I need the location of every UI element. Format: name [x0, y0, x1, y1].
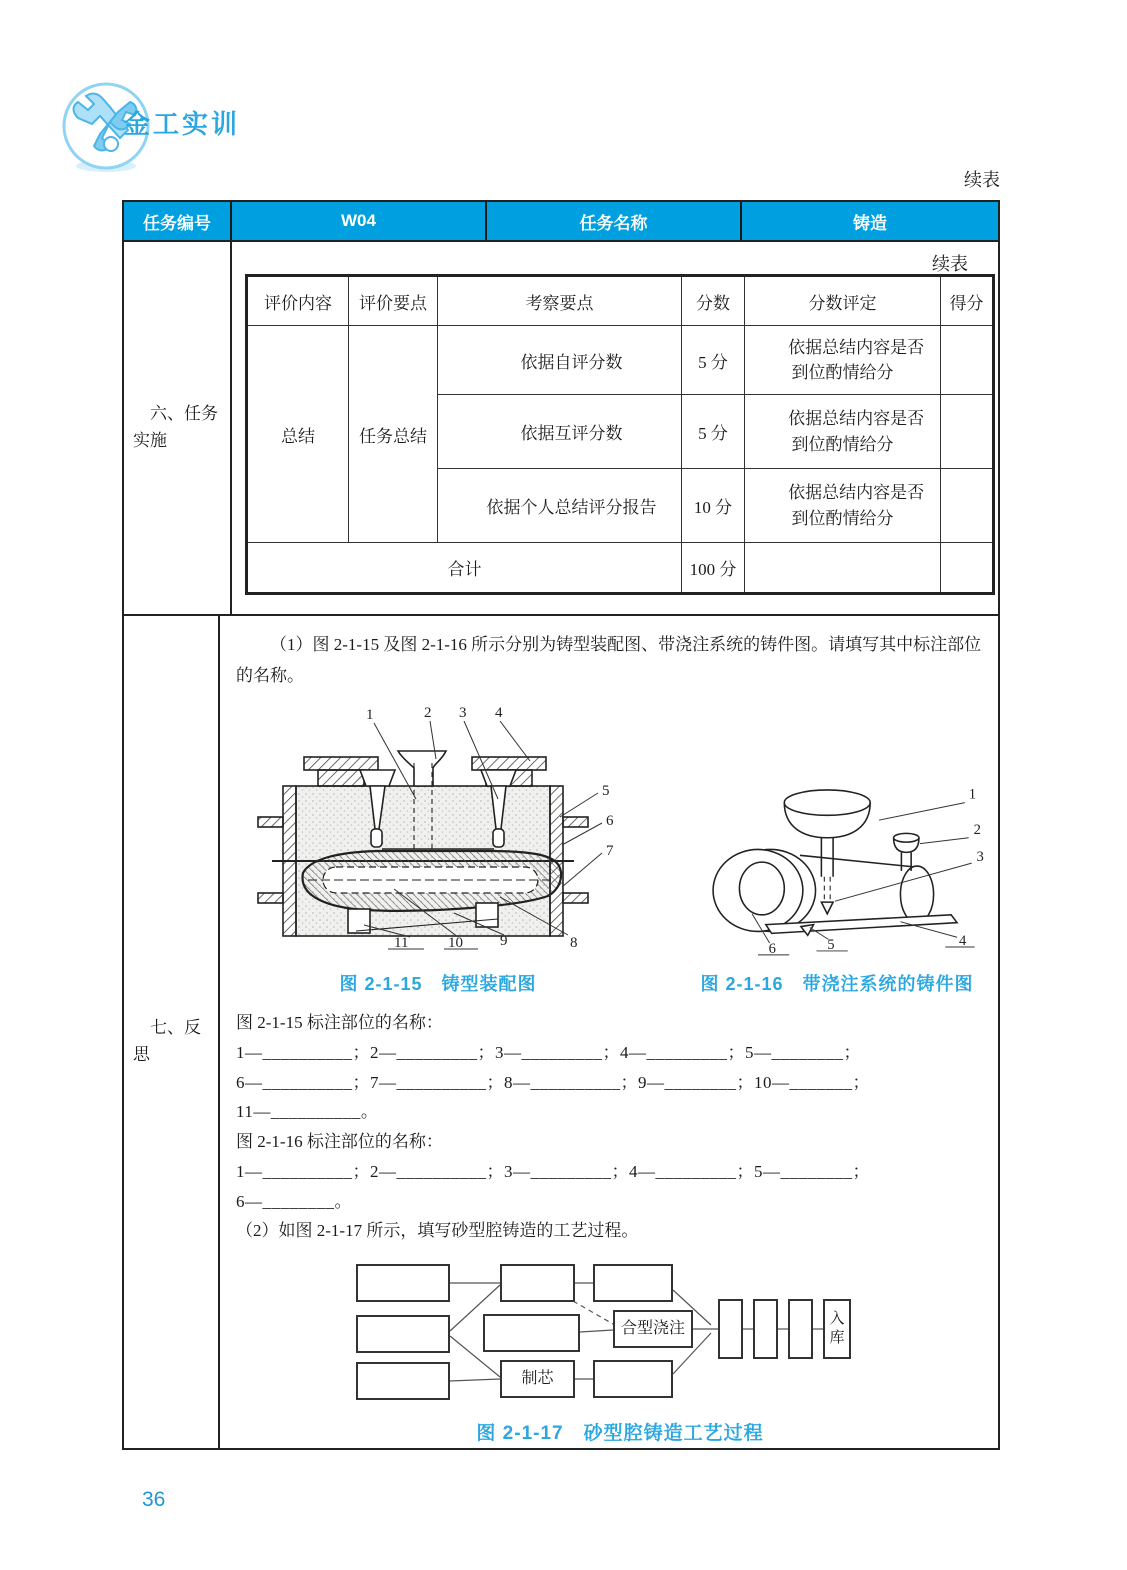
flow-box-assemble-pour: 合型浇注 [613, 1310, 693, 1348]
flow-box-empty-3 [356, 1362, 450, 1400]
total-label-cell: 合计 [247, 543, 682, 594]
flow-box-storage: 入库 [823, 1299, 851, 1359]
fig16-label-6: 6 [768, 941, 777, 958]
fig15-label-3: 3 [459, 705, 467, 722]
table-row [247, 326, 994, 395]
flow-box-empty-10 [788, 1299, 813, 1359]
flow-box-empty-5 [483, 1314, 580, 1352]
fig15-label-5: 5 [602, 783, 610, 800]
fig15-label-6: 6 [606, 813, 614, 830]
inspect-cell: 依据互评分数 [438, 395, 682, 469]
page-number: 36 [142, 1488, 166, 1511]
fig16-caption: 图 2-1-16 带浇注系统的铸件图 [700, 974, 974, 995]
task-table-header [124, 202, 998, 242]
col-score: 分数 [682, 276, 745, 326]
flow-box-empty-4 [500, 1264, 575, 1302]
evaluation-table [245, 274, 995, 595]
fig16-label-3: 3 [976, 849, 984, 866]
fig15-label-1: 1 [366, 707, 374, 724]
flow-box-empty-6 [593, 1264, 673, 1302]
fig16-names-title: 图 2-1-16 标注部位的名称： [236, 1132, 443, 1152]
fig15-label-7: 7 [606, 843, 614, 860]
flow-box-empty-7 [593, 1360, 673, 1398]
col-inspect-point: 考察要点 [438, 276, 682, 326]
task-name-value: 铸造 [853, 213, 887, 233]
col-score-got: 得分 [941, 276, 994, 326]
fig15-label-2: 2 [424, 705, 432, 722]
got-cell-empty [941, 543, 994, 594]
inspect-cell: 依据自评分数 [438, 326, 682, 395]
section-reflection-label: 七、反思 [133, 1018, 201, 1065]
inspect-cell: 依据个人总结评分报告 [438, 469, 682, 543]
brand-title: 金工实训 [124, 109, 241, 139]
fig16-label-5: 5 [827, 937, 835, 954]
fig15-blanks-line1: 1—__________；2—_________；3—_________；4—_________；5—________； [236, 1042, 861, 1062]
fig17-caption: 图 2-1-17 砂型腔铸造工艺过程 [476, 1423, 764, 1445]
total-row [247, 543, 994, 594]
fig15-label-8: 8 [570, 935, 578, 952]
got-cell [941, 395, 994, 469]
group-content-cell: 总结 [247, 326, 349, 543]
criteria-cell: 依据总结内容是否到位酌情给分 [745, 395, 941, 469]
got-cell [941, 326, 994, 395]
fig15-label-10: 10 [448, 935, 463, 952]
task-no-label: 任务编号 [124, 202, 232, 240]
flow-box-empty-2 [356, 1315, 450, 1353]
task-name-label: 任务名称 [487, 202, 742, 240]
criteria-cell-empty [745, 543, 941, 594]
fig16-blanks-line1: 1—__________；2—__________；3—_________；4—_________；5—________； [236, 1161, 870, 1181]
col-score-criteria: 分数评定 [745, 276, 941, 326]
score-cell: 5 分 [682, 395, 745, 469]
flow-box-empty-9 [753, 1299, 778, 1359]
section-reflection-row [124, 614, 998, 1448]
fig16-label-1: 1 [968, 786, 977, 803]
question-1-text: （1）图 2-1-15 及图 2-1-16 所示分别为铸型装配图、带浇注系统的铸件图。请填写其中标注部位的名称。 [236, 635, 982, 685]
section-reflection-label-cell [124, 616, 220, 1448]
fig16-label-2: 2 [973, 822, 981, 839]
figure-2-1-16 [676, 777, 998, 996]
section-implementation-label: 六、任务实施 [133, 404, 218, 451]
flow-box-empty-1 [356, 1264, 450, 1302]
task-no-value: W04 [232, 202, 487, 240]
got-cell [941, 469, 994, 543]
figure-2-1-17-flowchart [353, 1260, 898, 1408]
flow-box-core-making: 制芯 [500, 1360, 575, 1398]
gating-system-diagram [676, 777, 998, 959]
fig16-blanks-line2: 6—________。 [236, 1191, 352, 1211]
fig15-caption: 图 2-1-15 铸型装配图 [339, 974, 537, 995]
continued-table-label-top: 续表 [964, 170, 1000, 190]
criteria-cell: 依据总结内容是否到位酌情给分 [745, 326, 941, 395]
section-implementation-row [124, 242, 998, 614]
section-implementation-label-cell [124, 242, 232, 614]
fig15-label-11: 11 [394, 935, 409, 952]
total-score-cell: 100 分 [682, 543, 745, 594]
figures-row [220, 701, 998, 996]
flow-box-empty-8 [718, 1299, 743, 1359]
score-cell: 5 分 [682, 326, 745, 395]
fig15-names-title: 图 2-1-15 标注部位的名称： [236, 1013, 443, 1033]
figure-2-1-15 [248, 701, 628, 996]
group-point-cell: 任务总结 [349, 326, 438, 543]
fig15-blanks-line3: 11—__________。 [236, 1102, 379, 1122]
implementation-content [232, 242, 998, 614]
task-table [122, 200, 1000, 1450]
question-2-text: （2）如图 2-1-17 所示，填写砂型腔铸造的工艺过程。 [236, 1221, 639, 1241]
fig15-label-4: 4 [495, 705, 503, 722]
fig16-label-4: 4 [958, 933, 967, 950]
evaluation-header-row [247, 276, 994, 326]
score-cell: 10 分 [682, 469, 745, 543]
criteria-cell: 依据总结内容是否到位酌情给分 [745, 469, 941, 543]
col-eval-point: 评价要点 [349, 276, 438, 326]
reflection-content [220, 616, 998, 1448]
mold-assembly-diagram [248, 701, 628, 959]
continued-table-label-inner: 续表 [932, 254, 968, 274]
fig15-blanks-line2: 6—__________；7—__________；8—__________；9—________；10—_______； [236, 1072, 870, 1092]
col-eval-content: 评价内容 [247, 276, 349, 326]
fig15-label-9: 9 [500, 933, 508, 950]
